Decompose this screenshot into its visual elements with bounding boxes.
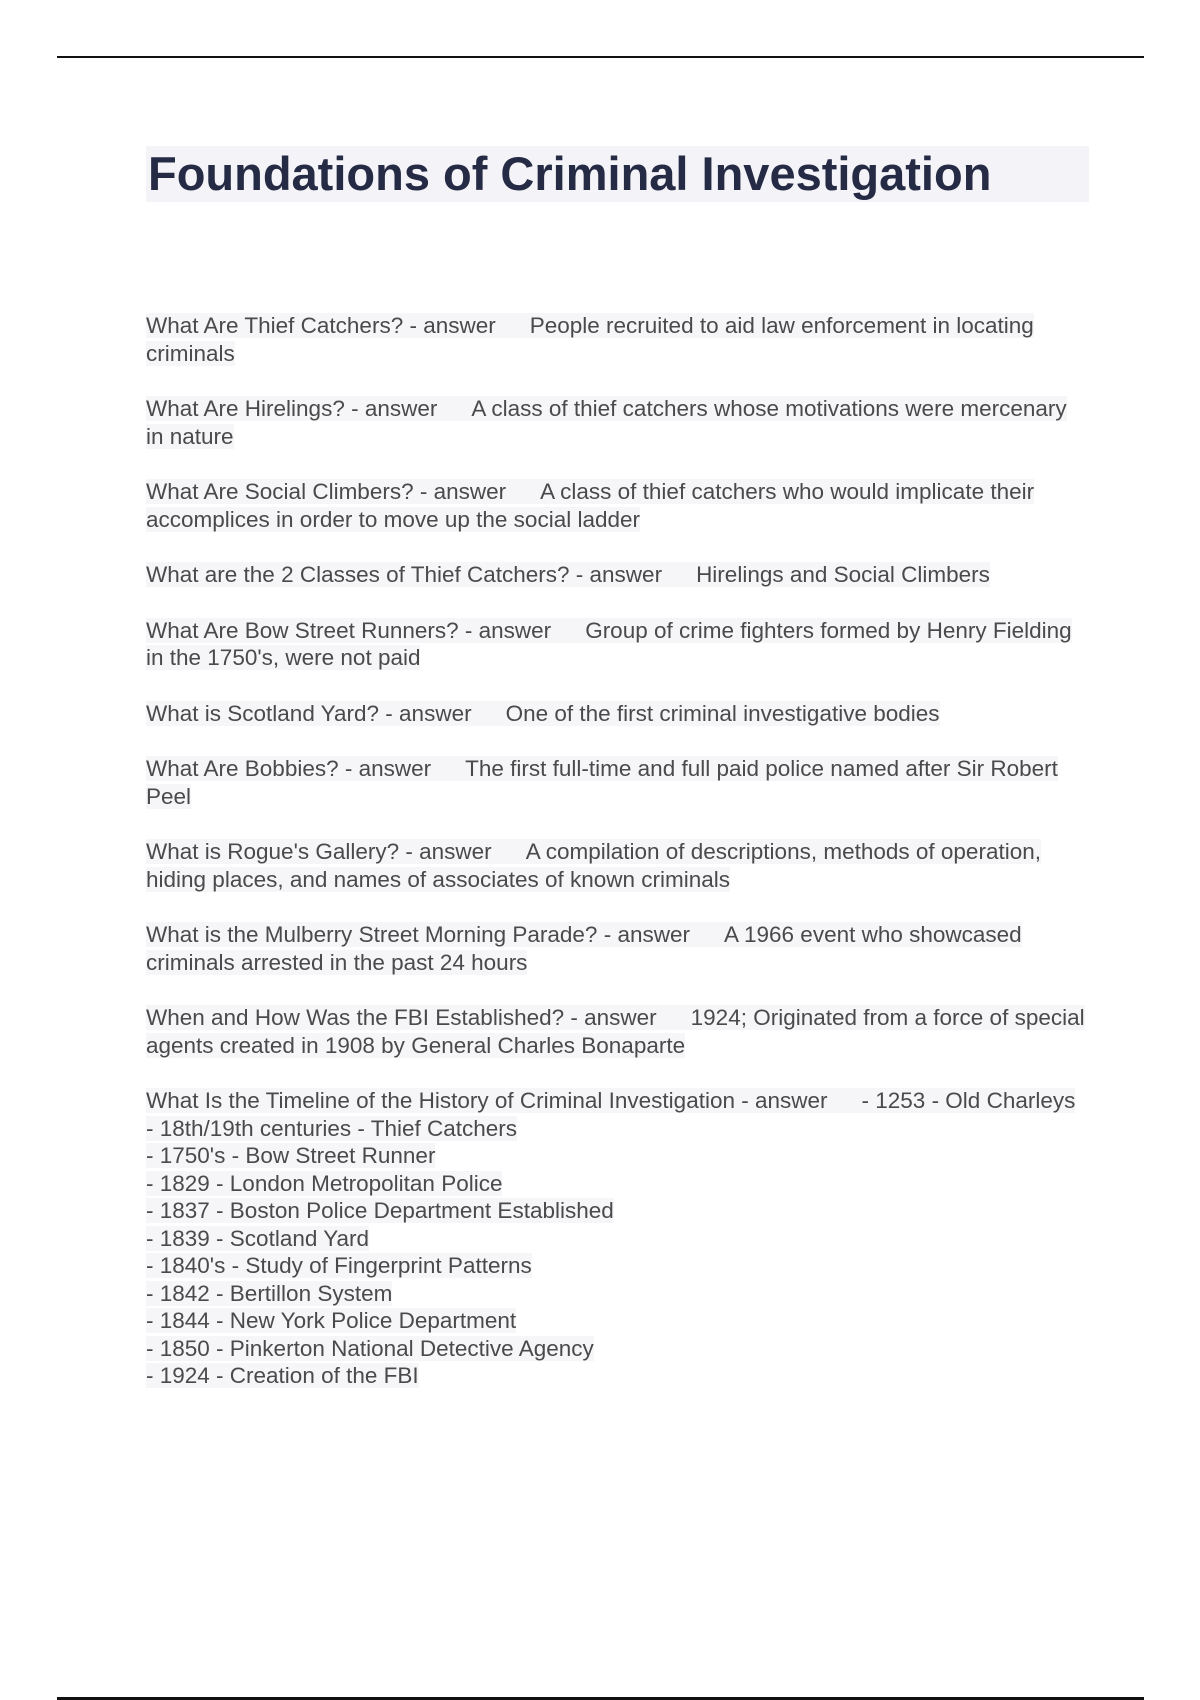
- qa-answer: A compilation of descriptions, methods of operation, hiding places, and names of associates of known criminals: [146, 839, 1041, 892]
- qa-item: [146, 617, 1086, 672]
- timeline-first-entry: - 1253 - Old Charleys: [861, 1088, 1076, 1113]
- timeline-entry-text: - 1750's - Bow Street Runner: [146, 1143, 436, 1168]
- timeline-entry: [146, 1335, 1086, 1363]
- timeline-entry: [146, 1307, 1086, 1335]
- qa-answer: A 1966 event who showcased criminals arrested in the past 24 hours: [146, 922, 1022, 975]
- timeline-entry-text: - 1839 - Scotland Yard: [146, 1225, 370, 1251]
- timeline-entry: [146, 1170, 1086, 1198]
- timeline-entry-text: - 1829 - London Metropolitan Police: [146, 1170, 503, 1196]
- timeline-entry-text: - 1840's - Study of Fingerprint Patterns: [146, 1253, 532, 1278]
- qa-question: What is Rogue's Gallery? - answer: [146, 839, 492, 864]
- timeline-entry-text: - 1850 - Pinkerton National Detective Agency: [146, 1335, 594, 1361]
- qa-answer: Hirelings and Social Climbers: [696, 562, 990, 587]
- qa-item: [146, 700, 1086, 728]
- qa-answer: 1924; Originated from a force of special agents created in 1908 by General Charles Bonaparte: [146, 1005, 1085, 1058]
- qa-question: When and How Was the FBI Established? - answer: [146, 1005, 657, 1030]
- qa-item: [146, 1004, 1086, 1059]
- qa-item: [146, 561, 1086, 589]
- qa-item: [146, 755, 1086, 810]
- qa-question: What is Scotland Yard? - answer: [146, 700, 472, 726]
- qa-item: [146, 395, 1086, 450]
- qa-list: [146, 312, 1086, 1418]
- qa-question: What Are Bow Street Runners? - answer: [146, 617, 552, 643]
- timeline-item: [146, 1087, 1086, 1390]
- qa-question: What is the Mulberry Street Morning Parade? - answer: [146, 922, 690, 947]
- qa-answer: People recruited to aid law enforcement in locating criminals: [146, 313, 1034, 366]
- qa-item: [146, 921, 1086, 976]
- timeline-entry-text: - 1844 - New York Police Department: [146, 1308, 517, 1333]
- qa-answer: One of the first criminal investigative bodies: [505, 700, 940, 726]
- timeline-list: [146, 1115, 1086, 1390]
- qa-answer: A class of thief catchers whose motivations were mercenary in nature: [146, 396, 1067, 449]
- timeline-entry: [146, 1225, 1086, 1253]
- timeline-entry-text: - 1842 - Bertillon System: [146, 1280, 393, 1306]
- timeline-entry: [146, 1362, 1086, 1390]
- qa-question: What Are Social Climbers? - answer: [146, 479, 507, 504]
- qa-item: [146, 312, 1086, 367]
- document-title: Foundations of Criminal Investigation: [146, 146, 1089, 202]
- timeline-entry-text: - 18th/19th centuries - Thief Catchers: [146, 1115, 518, 1141]
- timeline-question: What Is the Timeline of the History of Criminal Investigation - answer: [146, 1088, 828, 1113]
- qa-answer: A class of thief catchers who would implicate their accomplices in order to move up the social ladder: [146, 479, 1035, 532]
- qa-question: What Are Hirelings? - answer: [146, 396, 438, 421]
- qa-question: What Are Thief Catchers? - answer: [146, 313, 496, 338]
- qa-answer: The first full-time and full paid police named after Sir Robert Peel: [146, 756, 1058, 809]
- qa-item: [146, 838, 1086, 893]
- timeline-entry: [146, 1252, 1086, 1280]
- timeline-entry: [146, 1280, 1086, 1308]
- timeline-entry-text: - 1924 - Creation of the FBI: [146, 1363, 419, 1388]
- timeline-entry: [146, 1197, 1086, 1225]
- qa-question: What are the 2 Classes of Thief Catchers? - answer: [146, 562, 663, 587]
- timeline-entry-text: - 1837 - Boston Police Department Established: [146, 1198, 614, 1223]
- timeline-entry: [146, 1115, 1086, 1143]
- qa-answer: Group of crime fighters formed by Henry Fielding in the 1750's, were not paid: [146, 617, 1072, 670]
- top-rule: [57, 56, 1144, 58]
- qa-question: What Are Bobbies? - answer: [146, 756, 432, 781]
- timeline-entry: [146, 1142, 1086, 1170]
- qa-item: [146, 478, 1086, 533]
